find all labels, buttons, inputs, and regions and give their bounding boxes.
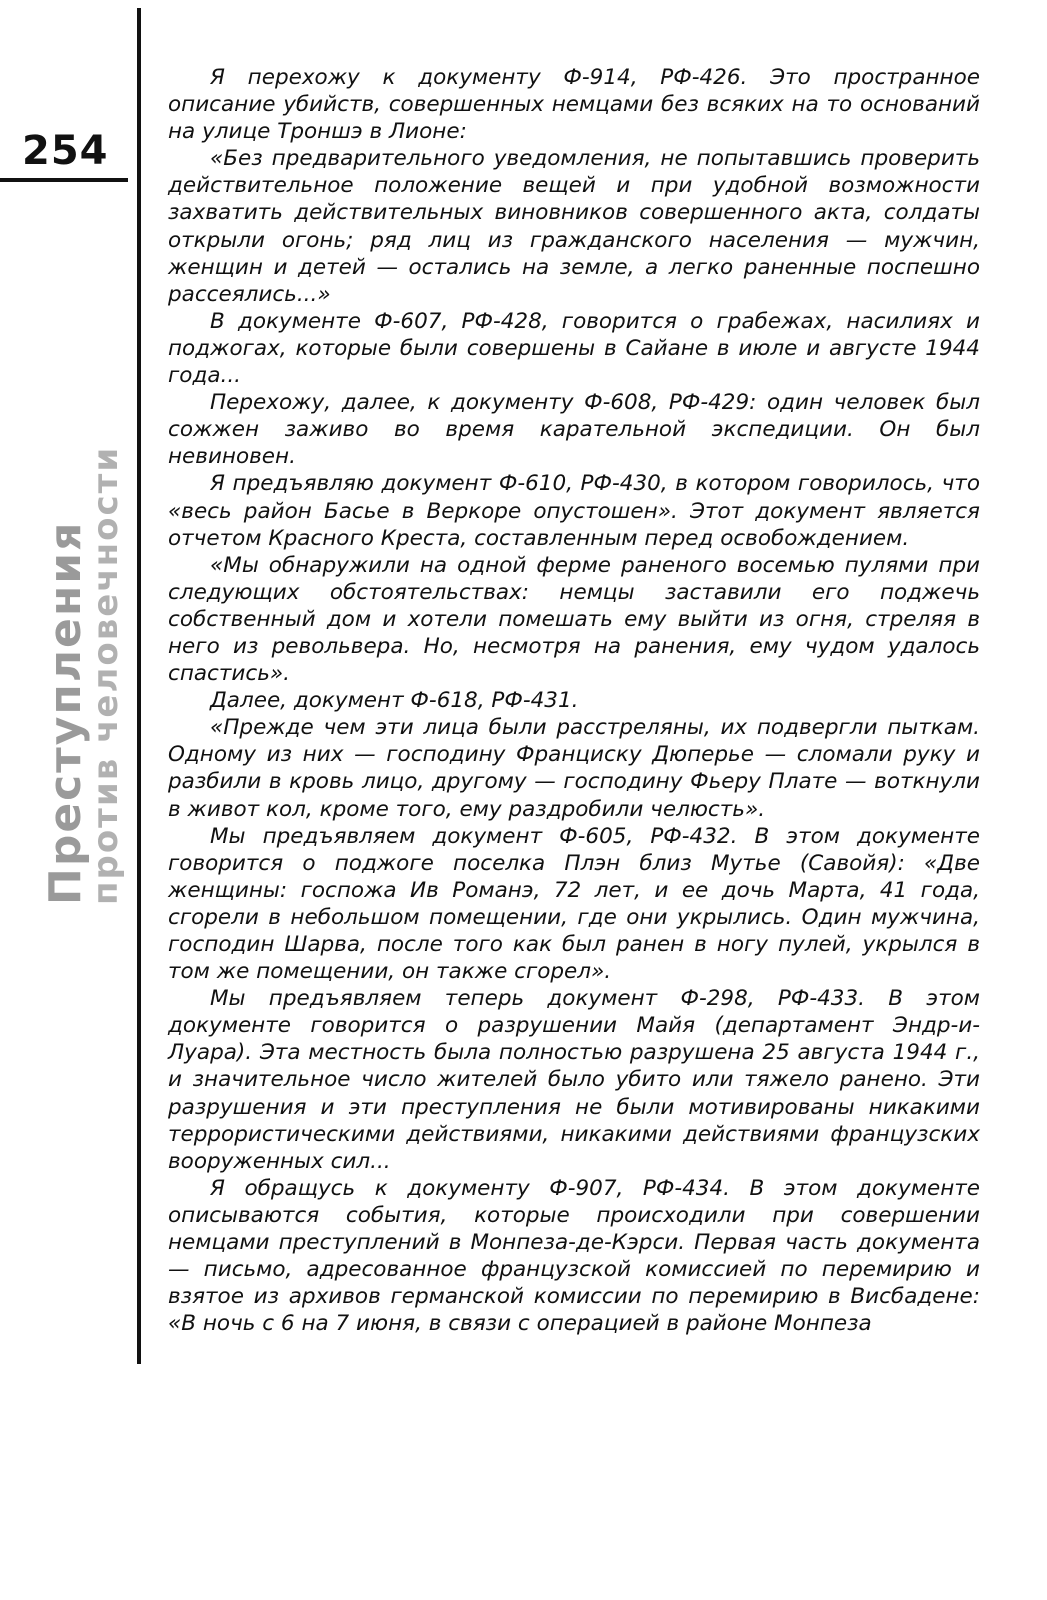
paragraph: В документе Ф-607, РФ-428, говорится о грабежах, насилиях и поджогах, которые были совершены в Сайане в июле и августе 1944 года... bbox=[168, 308, 980, 389]
running-title-line-1: Преступления bbox=[40, 520, 91, 905]
paragraph: «Прежде чем эти лица были расстреляны, их подвергли пыткам. Одному из них — господину Франциску Дюперье — сломали руку и разбили в кровь лицо, другому — господину Фьеру Плате — воткнули в живот кол, кроме того, ему раздробили челюсть». bbox=[168, 715, 980, 822]
running-title bbox=[34, 205, 124, 905]
paragraph: Я предъявляю документ Ф-610, РФ-430, в котором говорилось, что «весь район Басье в Веркоре опустошен». Этот документ является отчетом Красного Креста, составленным перед освобождением. bbox=[168, 471, 980, 551]
margin-rule bbox=[137, 8, 141, 1364]
paragraph: «Без предварительного уведомления, не попытавшись проверить действительное положение вещей и при удобной возможности захватить действительных виновников совершенного акта, солдаты открыли огонь; ряд лиц из гражданского населения — мужчин, женщин и детей — остались на земле, а легко раненные поспешно рассеялись...» bbox=[168, 146, 980, 307]
paragraph: Мы предъявляем документ Ф-605, РФ-432. В этом документе говорится о поджоге поселка Плэн близ Мутье (Савойя): «Две женщины: госпожа Ив Романэ, 72 лет, и ее дочь Марта, 41 года, сгорели в небольшом помещении, где они укрылись. Один мужчина, господин Шарва, после того как был ранен в ногу пулей, укрылся в том же помещении, он также сгорел». bbox=[168, 823, 980, 985]
paragraph: Я обращусь к документу Ф-907, РФ-434. В этом документе описываются события, которые происходили при совершении немцами преступлений в Монпеза-де-Кэрси. Первая часть документа — письмо, адресованное французской комиссией по перемирию и взятое из архивов германской комиссии по перемирию в Висбадене: «В ночь с 6 на 7 июня, в связи с операцией в районе Монпеза bbox=[168, 1175, 980, 1337]
running-title-line-2: против человечности bbox=[86, 445, 126, 905]
body-text bbox=[168, 64, 980, 1337]
paragraph: «Мы обнаружили на одной ферме раненого восемью пулями при следующих обстоятельствах: немцы заставили его поджечь собственный дом и хотели помешать ему выйти из огня, стреляя в него из револьвера. Но, несмотря на ранения, ему чудом удалось спастись». bbox=[168, 552, 980, 687]
page-number: 254 bbox=[22, 128, 109, 174]
header-rule bbox=[0, 178, 128, 182]
paragraph: Перехожу, далее, к документу Ф-608, РФ-429: один человек был сожжен заживо во время карательной экспедиции. Он был невиновен. bbox=[168, 390, 980, 470]
paragraph: Я перехожу к документу Ф-914, РФ-426. Это пространное описание убийств, совершенных немцами без всяких на то оснований на улице Троншэ в Лионе: bbox=[168, 65, 980, 145]
paragraph: Мы предъявляем теперь документ Ф-298, РФ-433. В этом документе говорится о разрушении Майя (департамент Эндр-и-Луара). Эта местность была полностью разрушена 25 августа 1944 г., и значительное число жителей было убито или тяжело ранено. Эти разрушения и эти преступления не были мотивированы никакими террористическими действиями, никакими действиями французских вооруженных сил... bbox=[168, 986, 980, 1174]
paragraph: Далее, документ Ф-618, РФ-431. bbox=[210, 688, 579, 714]
